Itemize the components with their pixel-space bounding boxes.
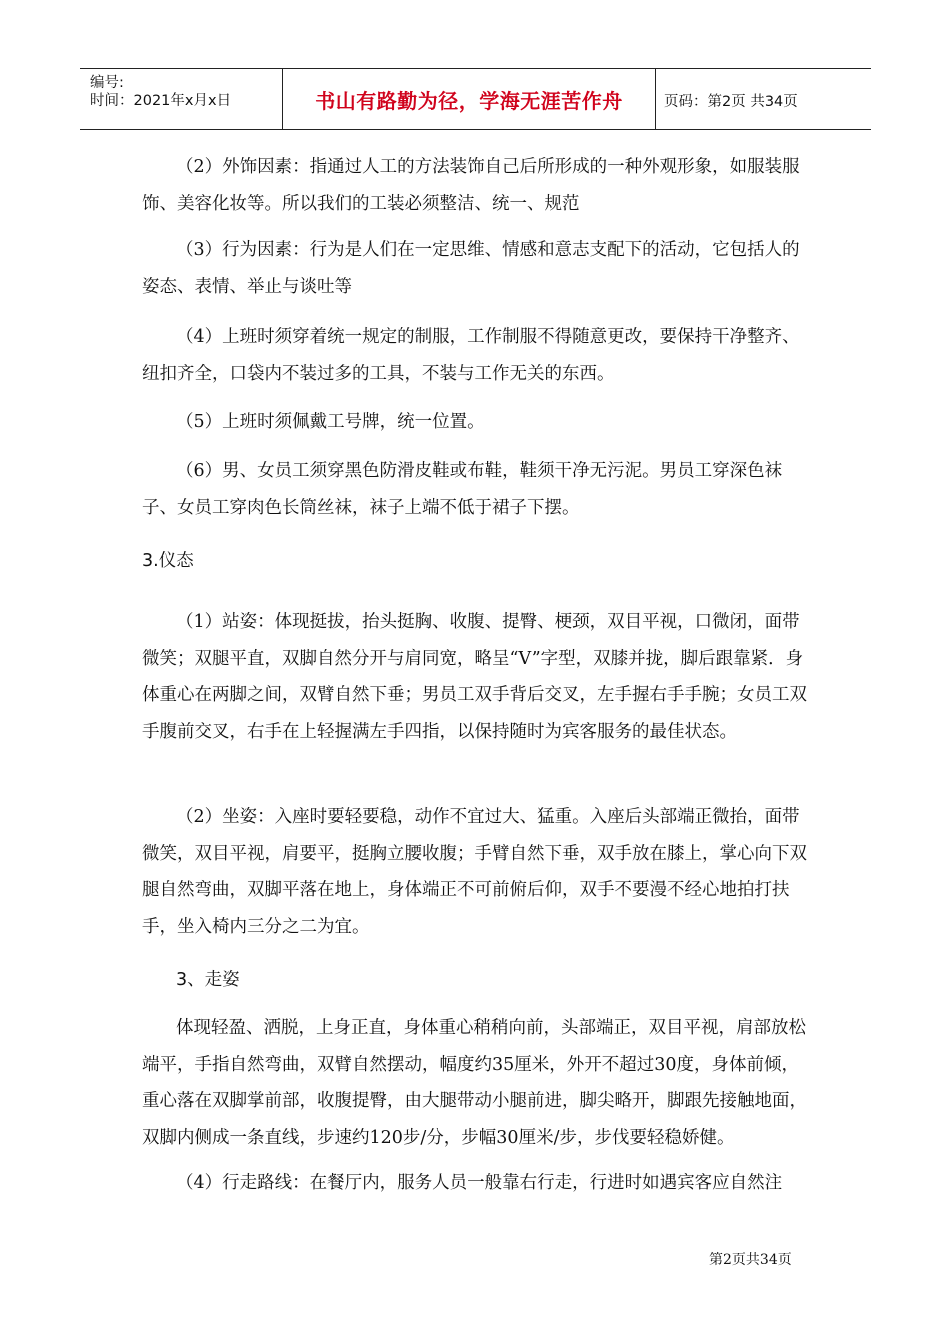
paragraph	[142, 149, 810, 222]
paragraph	[142, 404, 810, 441]
paragraph	[142, 1010, 810, 1156]
document-number-label: 编号:	[90, 75, 124, 91]
section-heading: 3、走姿	[176, 970, 240, 990]
document-date: 时间：2021年x月x日	[90, 93, 232, 109]
paragraph-text: （6）男、女员工须穿黑色防滑皮鞋或布鞋，鞋须干净无污泥。男员工穿深色袜子、女员工穿肉色长筒丝袜，袜子上端不低于裙子下摆。	[142, 461, 783, 518]
paragraph	[142, 1165, 810, 1202]
paragraph-text: （2）外饰因素：指通过人工的方法装饰自己后所形成的一种外观形象，如服装服饰、美容化妆等。所以我们的工装必须整洁、统一、规范	[142, 157, 800, 214]
paragraph	[142, 232, 810, 305]
paragraph-text: （2）坐姿：入座时要轻要稳，动作不宜过大、猛重。入座后头部端正微抬，面带微笑，双目平视，肩要平，挺胸立腰收腹；手臂自然下垂，双手放在膝上，掌心向下双腿自然弯曲，双脚平落在地上，身体端正不可前俯后仰，双手不要漫不经心地拍打扶手，坐入椅内三分之二为宜。	[142, 807, 807, 937]
paragraph	[142, 799, 810, 945]
header-motto-cell	[283, 69, 656, 129]
paragraph-text: （3）行为因素：行为是人们在一定思维、情感和意志支配下的活动，它包括人的姿态、表情、举止与谈吐等	[142, 240, 800, 297]
paragraph-text: 体现轻盈、洒脱，上身正直，身体重心稍稍向前，头部端正，双目平视，肩部放松端平，手指自然弯曲，双臂自然摆动，幅度约35厘米，外开不超过30度，身体前倾，重心落在双脚掌前部，收腹提臀，由大腿带动小腿前进，脚尖略开，脚跟先接触地面，双脚内侧成一条直线，步速约120步/分，步幅30厘米/步，步伐要轻稳娇健。	[142, 1018, 807, 1148]
paragraph	[142, 604, 810, 750]
paragraph-text: （1）站姿：体现挺拔，抬头挺胸、收腹、提臀、梗颈，双目平视，口微闭，面带微笑；双腿平直，双脚自然分开与肩同宽，略呈“V”字型，双膝并拢，脚后跟靠紧．身体重心在两脚之间，双臂自然下垂；男员工双手背后交叉，左手握右手手腕；女员工双手腹前交叉，右手在上轻握满左手四指，以保持随时为宾客服务的最佳状态。	[142, 612, 807, 742]
header-page-info: 页码：第2页 共34页	[664, 94, 798, 110]
header-page-cell	[656, 69, 871, 129]
header-meta-cell	[80, 69, 283, 129]
paragraph-text: （4）上班时须穿着统一规定的制服，工作制服不得随意更改，要保持干净整齐、纽扣齐全，口袋内不装过多的工具，不装与工作无关的东西。	[142, 327, 800, 384]
footer-page-number: 第2页共34页	[709, 1252, 792, 1268]
section-heading: 3.仪态	[142, 551, 194, 571]
paragraph-text: （4）行走路线：在餐厅内，服务人员一般靠右行走，行进时如遇宾客应自然注	[176, 1173, 783, 1193]
document-header	[80, 68, 871, 130]
paragraph	[142, 453, 810, 526]
paragraph-text: （5）上班时须佩戴工号牌，统一位置。	[176, 412, 485, 432]
header-motto: 书山有路勤为径，学海无涯苦作舟	[315, 89, 623, 113]
paragraph	[142, 319, 810, 392]
